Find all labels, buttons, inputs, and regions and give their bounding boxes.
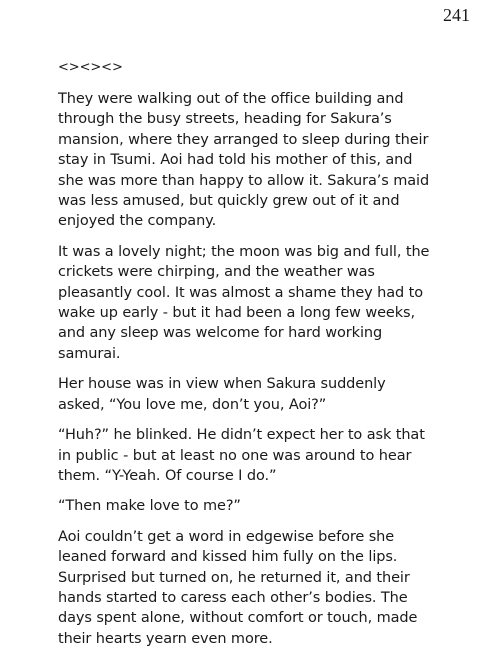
page-number: 241	[443, 5, 470, 25]
paragraph: Aoi couldn’t get a word in edgewise before she leaned forward and kissed him fully on the lips. Surprised but turned on, he returned it, and their hands started to caress each other’s bodies. The days spent alone, without comfort or touch, made their hearts yearn even more.	[58, 528, 418, 647]
paragraph: It was a lovely night; the moon was big and full, the crickets were chirping, and the weather was pleasantly cool. It was almost a shame they had to wake up early - but it had been a long few weeks, and any sleep was welcome for hard working samurai.	[58, 243, 430, 362]
paragraph: “Then make love to me?”	[58, 498, 241, 515]
paragraph: “Huh?” he blinked. He didn’t expect her to ask that in public - but at least no one was around to hear them. “Y-Yeah. Of course I do.”	[58, 427, 425, 484]
paragraph: Her house was in view when Sakura suddenly asked, “You love me, don’t you, Aoi?”	[58, 376, 386, 413]
body-text	[58, 58, 430, 659]
scene-break: <><><>	[58, 60, 123, 75]
paragraph: They were walking out of the office building and through the busy streets, heading for Sakura’s mansion, where they arranged to sleep during their stay in Tsumi. Aoi had told his mother of this, and she was more than happy to allow it. Sakura’s maid was less amused, but quickly grew out of it and enjoyed the company.	[58, 91, 430, 230]
